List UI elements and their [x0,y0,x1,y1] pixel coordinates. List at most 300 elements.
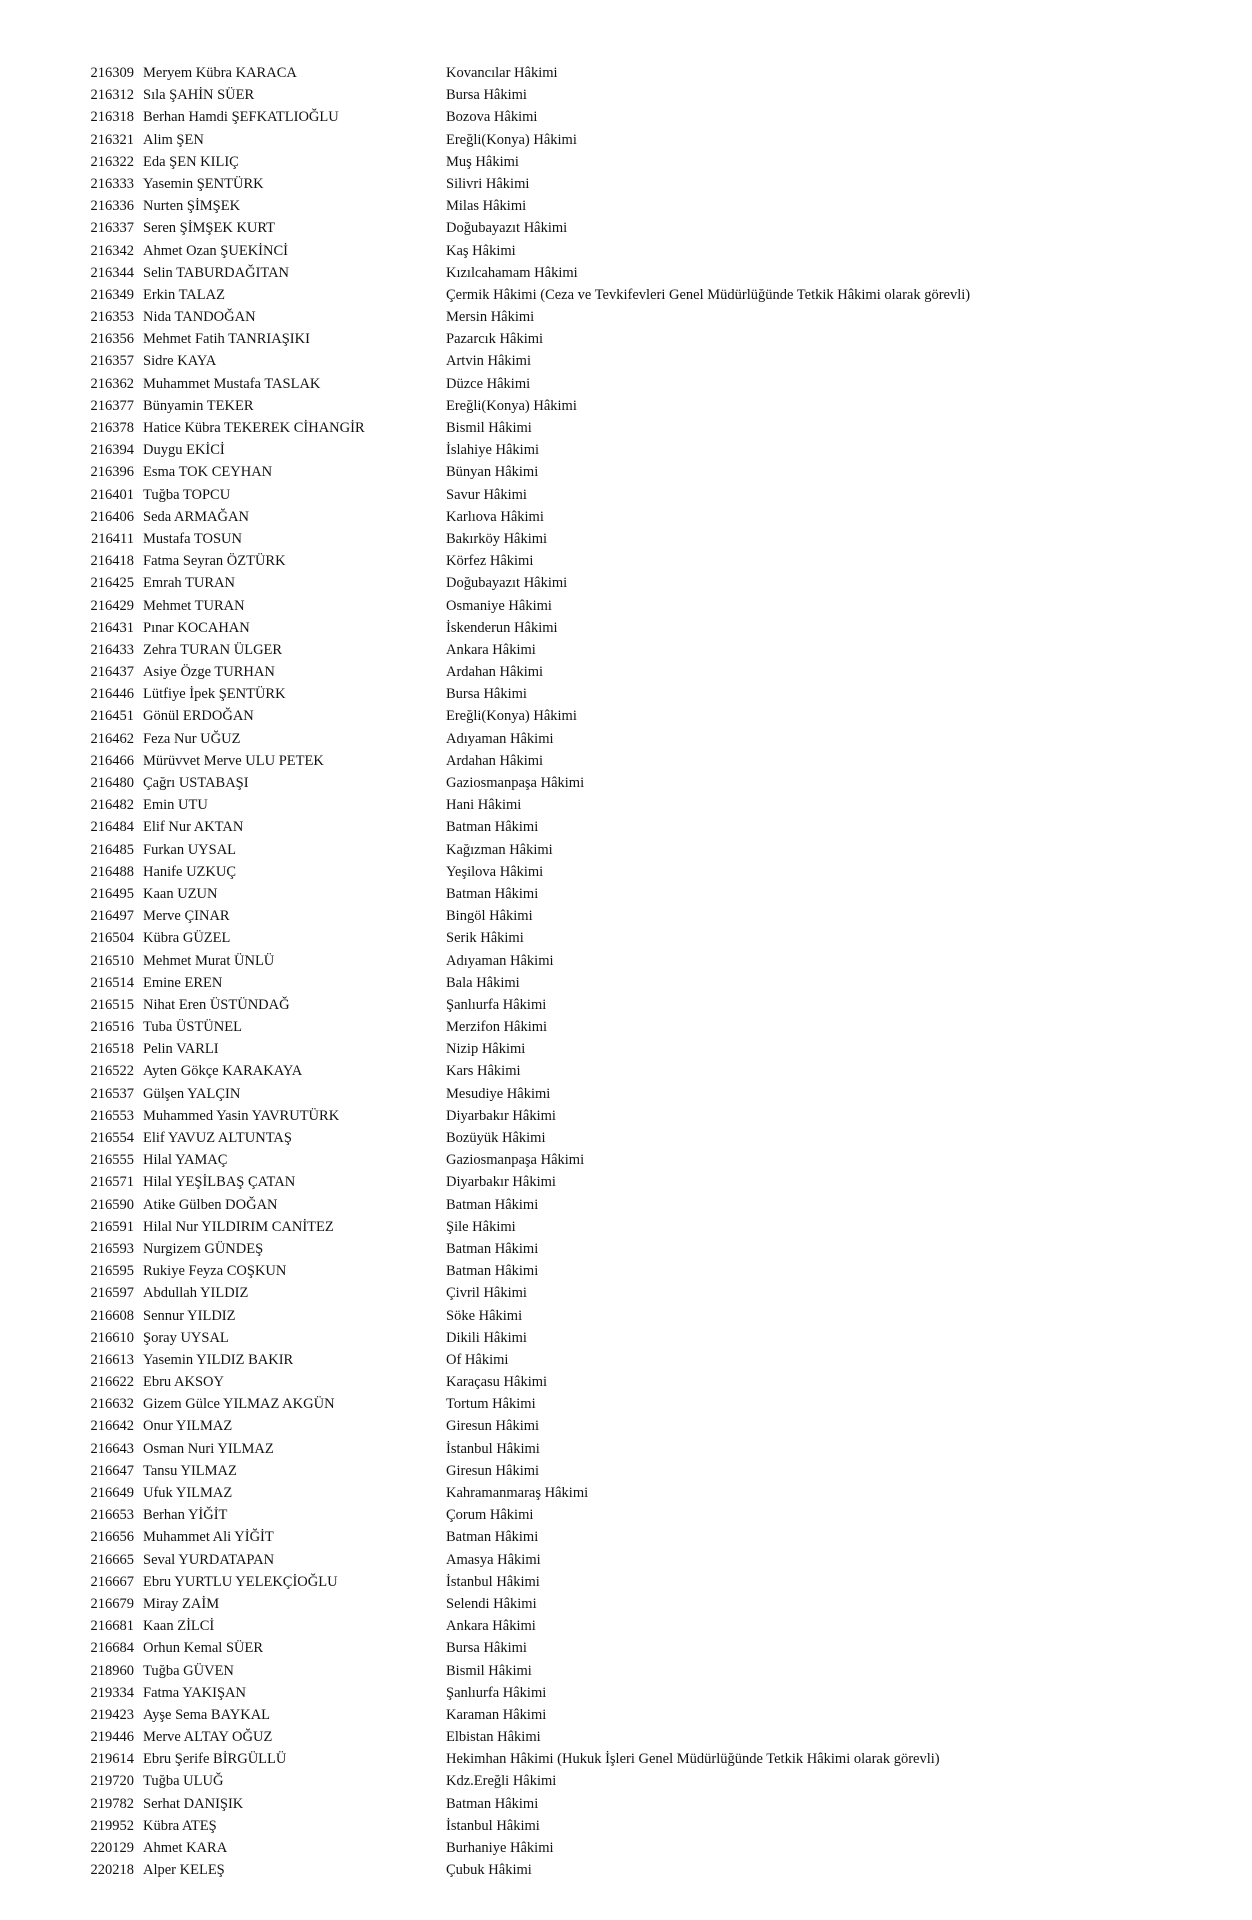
list-item [0,129,1252,151]
person-name: Muhammet Mustafa TASLAK [143,375,321,392]
registry-number: 216522 [90,1063,134,1080]
assignment: İstanbul Hâkimi [446,1573,540,1590]
person-name: Erkin TALAZ [143,286,225,303]
person-name: Ayten Gökçe KARAKAYA [143,1063,303,1080]
person-name: Alim ŞEN [143,131,204,148]
person-name: Emin UTU [143,797,208,814]
person-name: Furkan UYSAL [143,841,237,858]
list-item [0,839,1252,861]
person-name: Mehmet Murat ÜNLÜ [143,952,275,969]
list-item [0,528,1252,550]
person-name: Tansu YILMAZ [143,1462,237,1479]
assignment: Of Hâkimi [446,1351,509,1368]
list-item [0,461,1252,483]
person-name: Miray ZAİM [143,1595,220,1612]
person-name: Serhat DANIŞIK [143,1795,244,1812]
assignment: Mesudiye Hâkimi [446,1085,551,1102]
list-item [0,1349,1252,1371]
person-name: Osman Nuri YILMAZ [143,1440,274,1457]
person-name: Merve ALTAY OĞUZ [143,1729,273,1746]
list-item [0,1837,1252,1859]
list-item [0,106,1252,128]
list-item [0,240,1252,262]
assignment: Doğubayazıt Hâkimi [446,575,568,592]
registry-number: 216591 [90,1218,134,1235]
person-name: Orhun Kemal SÜER [143,1640,264,1657]
assignment: Ardahan Hâkimi [446,752,544,769]
registry-number: 216321 [90,131,134,148]
person-name: Hilal Nur YILDIRIM CANİTEZ [143,1218,334,1235]
person-name: Tuğba ULUĞ [143,1773,224,1790]
list-item [0,1038,1252,1060]
registry-number: 216647 [90,1462,134,1479]
person-name: Kaan UZUN [143,885,218,902]
assignment: Bozova Hâkimi [446,109,538,126]
person-name: Eda ŞEN KILIÇ [143,153,239,170]
assignment: Karaçasu Hâkimi [446,1374,548,1391]
assignment: Gaziosmanpaşa Hâkimi [446,1152,585,1169]
assignment: Çorum Hâkimi [446,1507,534,1524]
registry-number: 216411 [91,530,134,547]
registry-number: 216681 [90,1618,134,1635]
assignment: Giresun Hâkimi [446,1418,540,1435]
list-item [0,1770,1252,1792]
list-item [0,195,1252,217]
registry-number: 216342 [90,242,134,259]
person-name: Feza Nur UĞUZ [143,730,241,747]
registry-number: 216344 [90,264,134,281]
person-name: Pelin VARLI [143,1041,219,1058]
person-name: Nurgizem GÜNDEŞ [143,1240,264,1257]
person-name: Seda ARMAĞAN [143,508,249,525]
registry-number: 216429 [90,597,134,614]
registry-number: 216610 [90,1329,134,1346]
list-item [0,306,1252,328]
registry-number: 216656 [90,1529,134,1546]
person-name: Hilal YEŞİLBAŞ ÇATAN [143,1174,296,1191]
list-item [0,173,1252,195]
assignment: Bingöl Hâkimi [446,908,533,925]
registry-number: 216665 [90,1551,134,1568]
assignment: Bala Hâkimi [446,974,520,991]
assignment: Burhaniye Hâkimi [446,1840,554,1856]
list-item [0,1660,1252,1682]
assignment: Batman Hâkimi [446,1240,539,1257]
registry-number: 218960 [90,1662,134,1679]
assignment: Karaman Hâkimi [446,1706,547,1723]
registry-number: 216318 [90,109,134,126]
list-item [0,484,1252,506]
person-name: Fatma Seyran ÖZTÜRK [143,553,286,570]
registry-number: 216593 [90,1240,134,1257]
assignment: Milas Hâkimi [446,198,527,215]
assignment: Kdz.Ereğli Hâkimi [446,1773,557,1790]
person-name: Atike Gülben DOĞAN [143,1196,278,1213]
assignment: Batman Hâkimi [446,1196,539,1213]
registry-number: 220218 [90,1862,134,1879]
registry-number: 216333 [90,175,134,192]
assignment: Söke Hâkimi [446,1307,523,1324]
person-name: Muhammet Ali YİĞİT [143,1529,274,1546]
list-item [0,617,1252,639]
registry-number: 219446 [90,1729,134,1746]
list-item [0,1127,1252,1149]
assignment: Bursa Hâkimi [446,1640,527,1657]
person-name: Ebru Şerife BİRGÜLLÜ [143,1751,287,1768]
person-name: Mehmet TURAN [143,597,245,614]
registry-number: 216484 [90,819,134,836]
list-item [0,1415,1252,1437]
assignment: Çermik Hâkimi (Ceza ve Tevkifevleri Genel Müdürlüğünde Tetkik Hâkimi olarak görevli) [446,286,971,303]
list-item [0,750,1252,772]
list-item [0,994,1252,1016]
list-item [0,683,1252,705]
list-item [0,572,1252,594]
registry-number: 216622 [90,1374,134,1391]
person-name: Şoray UYSAL [143,1329,229,1346]
list-item [0,1060,1252,1082]
assignment: Şanlıurfa Hâkimi [446,1684,547,1701]
list-item [0,728,1252,750]
registry-number: 216431 [90,619,134,636]
registry-number: 216309 [90,65,134,81]
assignment: Batman Hâkimi [446,1263,539,1280]
list-item [0,1305,1252,1327]
list-item [0,595,1252,617]
registry-number: 216684 [90,1640,134,1657]
registry-number: 216553 [90,1107,134,1124]
list-item [0,1571,1252,1593]
assignment: Ankara Hâkimi [446,641,536,658]
registry-number: 216642 [90,1418,134,1435]
person-name: Berhan YİĞİT [143,1507,228,1524]
registry-number: 216337 [90,220,134,237]
assignment: Merzifon Hâkimi [446,1019,548,1036]
registry-number: 216554 [90,1130,134,1146]
person-name: Nurten ŞİMŞEK [143,198,241,215]
assignment: Kızılcahamam Hâkimi [446,264,578,281]
person-name: Gizem Gülce YILMAZ AKGÜN [143,1396,335,1413]
registry-number: 216537 [90,1085,134,1102]
assignment: Çubuk Hâkimi [446,1862,532,1879]
list-item [0,927,1252,949]
assignment: Bursa Hâkimi [446,686,527,703]
list-item [0,1194,1252,1216]
person-name: Duygu EKİCİ [143,442,225,459]
assignment: Karlıova Hâkimi [446,508,544,525]
list-item [0,1460,1252,1482]
list-item [0,1149,1252,1171]
registry-number: 216649 [90,1485,134,1501]
registry-number: 216356 [90,331,134,348]
registry-number: 216312 [90,87,134,104]
registry-number: 216632 [90,1396,134,1413]
person-name: Rukiye Feyza COŞKUN [143,1263,287,1280]
list-item [0,1793,1252,1815]
list-item [0,284,1252,306]
assignment: Adıyaman Hâkimi [446,730,554,747]
registry-number: 216608 [90,1307,134,1324]
list-item [0,262,1252,284]
registry-number: 216401 [90,486,134,503]
registry-number: 216597 [90,1285,134,1302]
person-name: Seval YURDATAPAN [143,1551,275,1568]
registry-number: 216515 [90,996,134,1013]
assignment: Bismil Hâkimi [446,420,532,436]
registry-number: 216418 [90,553,134,570]
list-item [0,1526,1252,1548]
list-item [0,84,1252,106]
registry-number: 216378 [90,420,134,436]
list-item [0,1615,1252,1637]
assignment: Kars Hâkimi [446,1063,521,1080]
person-name: Hanife UZKUÇ [143,863,237,880]
list-item [0,705,1252,727]
registry-number: 220129 [90,1840,134,1856]
person-name: Ahmet KARA [143,1840,228,1856]
list-item [0,1438,1252,1460]
assignment: Diyarbakır Hâkimi [446,1174,556,1191]
assignment: Körfez Hâkimi [446,553,534,570]
assignment: Şile Hâkimi [446,1218,516,1235]
registry-number: 219720 [90,1773,134,1790]
list-item [0,639,1252,661]
list-item [0,794,1252,816]
registry-number: 216516 [90,1019,134,1036]
list-item [0,883,1252,905]
assignment: Giresun Hâkimi [446,1462,540,1479]
registry-number: 216667 [90,1573,134,1590]
registry-number: 216437 [90,664,134,681]
assignment: Nizip Hâkimi [446,1041,526,1058]
assignment: Pazarcık Hâkimi [446,331,544,348]
registry-number: 216353 [90,309,134,326]
person-name: Zehra TURAN ÜLGER [143,641,283,658]
person-name: Pınar KOCAHAN [143,619,250,636]
assignment: Bozüyük Hâkimi [446,1130,546,1146]
list-item [0,1016,1252,1038]
person-name: Kübra ATEŞ [143,1817,217,1834]
list-item [0,1682,1252,1704]
assignment: Tortum Hâkimi [446,1396,536,1413]
assignment: Şanlıurfa Hâkimi [446,996,547,1013]
assignment: Elbistan Hâkimi [446,1729,541,1746]
person-name: Sidre KAYA [143,353,217,370]
assignment: Artvin Hâkimi [446,353,531,370]
list-item [0,1593,1252,1615]
person-name: Çağrı USTABAŞI [143,775,249,791]
assignment: Selendi Hâkimi [446,1595,537,1612]
assignment: İstanbul Hâkimi [446,1817,540,1834]
assignment: Ankara Hâkimi [446,1618,536,1635]
person-name: Yasemin ŞENTÜRK [143,175,264,192]
person-name: Seren ŞİMŞEK KURT [143,220,276,237]
list-item [0,1549,1252,1571]
person-name: Tuğba GÜVEN [143,1662,234,1679]
list-item [0,972,1252,994]
registry-number: 216497 [90,908,134,925]
appointment-list [0,62,1252,1881]
assignment: İstanbul Hâkimi [446,1440,540,1457]
person-name: Gülşen YALÇIN [143,1085,241,1102]
list-item [0,1859,1252,1881]
list-item [0,1637,1252,1659]
assignment: Hekimhan Hâkimi (Hukuk İşleri Genel Müdürlüğünde Tetkik Hâkimi olarak görevli) [446,1751,940,1768]
list-item [0,1482,1252,1504]
assignment: Osmaniye Hâkimi [446,597,552,614]
list-item [0,439,1252,461]
person-name: Hatice Kübra TEKEREK CİHANGİR [143,420,365,436]
registry-number: 216394 [90,442,134,459]
list-item [0,861,1252,883]
person-name: Esma TOK CEYHAN [143,464,273,481]
list-item [0,1393,1252,1415]
person-name: Nihat Eren ÜSTÜNDAĞ [143,996,290,1013]
assignment: Yeşilova Hâkimi [446,863,544,880]
assignment: Batman Hâkimi [446,819,539,836]
person-name: Nida TANDOĞAN [143,309,256,326]
list-item [0,950,1252,972]
person-name: Ebru AKSOY [143,1374,224,1391]
registry-number: 216518 [90,1041,134,1058]
person-name: Muhammed Yasin YAVRUTÜRK [143,1107,340,1124]
list-item [0,1216,1252,1238]
person-name: Ahmet Ozan ŞUEKİNCİ [143,242,288,259]
assignment: Bünyan Hâkimi [446,464,539,481]
registry-number: 216495 [90,885,134,902]
registry-number: 216322 [90,153,134,170]
list-item [0,1238,1252,1260]
registry-number: 216357 [90,353,134,370]
registry-number: 216653 [90,1507,134,1524]
registry-number: 216466 [90,752,134,769]
person-name: Kübra GÜZEL [143,930,231,947]
assignment: Ardahan Hâkimi [446,664,544,681]
registry-number: 216362 [90,375,134,392]
list-item [0,1748,1252,1770]
person-name: Hilal YAMAÇ [143,1152,228,1169]
person-name: Tuba ÜSTÜNEL [143,1019,242,1036]
list-item [0,151,1252,173]
list-item [0,1282,1252,1304]
assignment: Bismil Hâkimi [446,1662,532,1679]
assignment: Doğubayazıt Hâkimi [446,220,568,237]
registry-number: 216377 [90,397,134,414]
person-name: Meryem Kübra KARACA [143,65,297,81]
assignment: Hani Hâkimi [446,797,522,814]
registry-number: 216514 [90,974,134,991]
registry-number: 216462 [90,730,134,747]
person-name: Tuğba TOPCU [143,486,231,503]
list-item [0,1504,1252,1526]
assignment: Muş Hâkimi [446,153,519,170]
person-name: Ayşe Sema BAYKAL [143,1706,271,1723]
assignment: Dikili Hâkimi [446,1329,527,1346]
person-name: Elif Nur AKTAN [143,819,244,836]
registry-number: 216510 [90,952,134,969]
person-name: Onur YILMAZ [143,1418,233,1435]
person-name: Yasemin YILDIZ BAKIR [143,1351,294,1368]
person-name: Emrah TURAN [143,575,235,592]
person-name: Ebru YURTLU YELEKÇİOĞLU [143,1573,338,1590]
registry-number: 216482 [90,797,134,814]
registry-number: 216590 [90,1196,134,1213]
assignment: Kağızman Hâkimi [446,841,553,858]
list-item [0,1083,1252,1105]
assignment: Serik Hâkimi [446,930,524,947]
assignment: Ereğli(Konya) Hâkimi [446,131,577,148]
list-item [0,1105,1252,1127]
list-item [0,417,1252,439]
list-item [0,550,1252,572]
registry-number: 216396 [90,464,134,481]
person-name: Mürüvvet Merve ULU PETEK [143,752,324,769]
list-item [0,1327,1252,1349]
person-name: Sıla ŞAHİN SÜER [143,87,255,104]
list-item [0,1171,1252,1193]
person-name: Selin TABURDAĞITAN [143,264,290,281]
assignment: Bakırköy Hâkimi [446,530,548,547]
person-name: Bünyamin TEKER [143,397,254,414]
registry-number: 219952 [90,1817,134,1834]
list-item [0,217,1252,239]
assignment: Silivri Hâkimi [446,175,530,192]
list-item [0,661,1252,683]
person-name: Berhan Hamdi ŞEFKATLIOĞLU [143,109,339,126]
assignment: Mersin Hâkimi [446,309,535,326]
list-item [0,350,1252,372]
assignment: İskenderun Hâkimi [446,619,558,636]
assignment: Kahramanmaraş Hâkimi [446,1485,589,1501]
person-name: Alper KELEŞ [143,1862,225,1879]
assignment: Diyarbakır Hâkimi [446,1107,556,1124]
assignment: Ereğli(Konya) Hâkimi [446,397,577,414]
assignment: Batman Hâkimi [446,1529,539,1546]
list-item [0,1726,1252,1748]
registry-number: 216504 [90,930,134,947]
registry-number: 216613 [90,1351,134,1368]
list-item [0,772,1252,794]
list-item [0,395,1252,417]
registry-number: 216349 [90,286,134,303]
list-item [0,1371,1252,1393]
registry-number: 216336 [90,198,134,215]
assignment: Bursa Hâkimi [446,87,527,104]
registry-number: 216555 [90,1152,134,1169]
person-name: Gönül ERDOĞAN [143,708,254,725]
person-name: Fatma YAKIŞAN [143,1684,246,1701]
list-item [0,816,1252,838]
registry-number: 216571 [90,1174,134,1191]
list-item [0,328,1252,350]
person-name: Merve ÇINAR [143,908,230,925]
list-item [0,1815,1252,1837]
registry-number: 216595 [90,1263,134,1280]
person-name: Kaan ZİLCİ [143,1618,215,1635]
registry-number: 219782 [90,1795,134,1812]
registry-number: 216679 [90,1595,134,1612]
person-name: Mehmet Fatih TANRIAŞIKI [143,331,310,348]
assignment: Batman Hâkimi [446,1795,539,1812]
person-name: Ufuk YILMAZ [143,1485,233,1501]
registry-number: 216446 [90,686,134,703]
registry-number: 219423 [90,1706,134,1723]
registry-number: 216406 [90,508,134,525]
assignment: Adıyaman Hâkimi [446,952,554,969]
registry-number: 216433 [90,641,134,658]
person-name: Lütfiye İpek ŞENTÜRK [143,686,286,703]
assignment: Ereğli(Konya) Hâkimi [446,708,577,725]
